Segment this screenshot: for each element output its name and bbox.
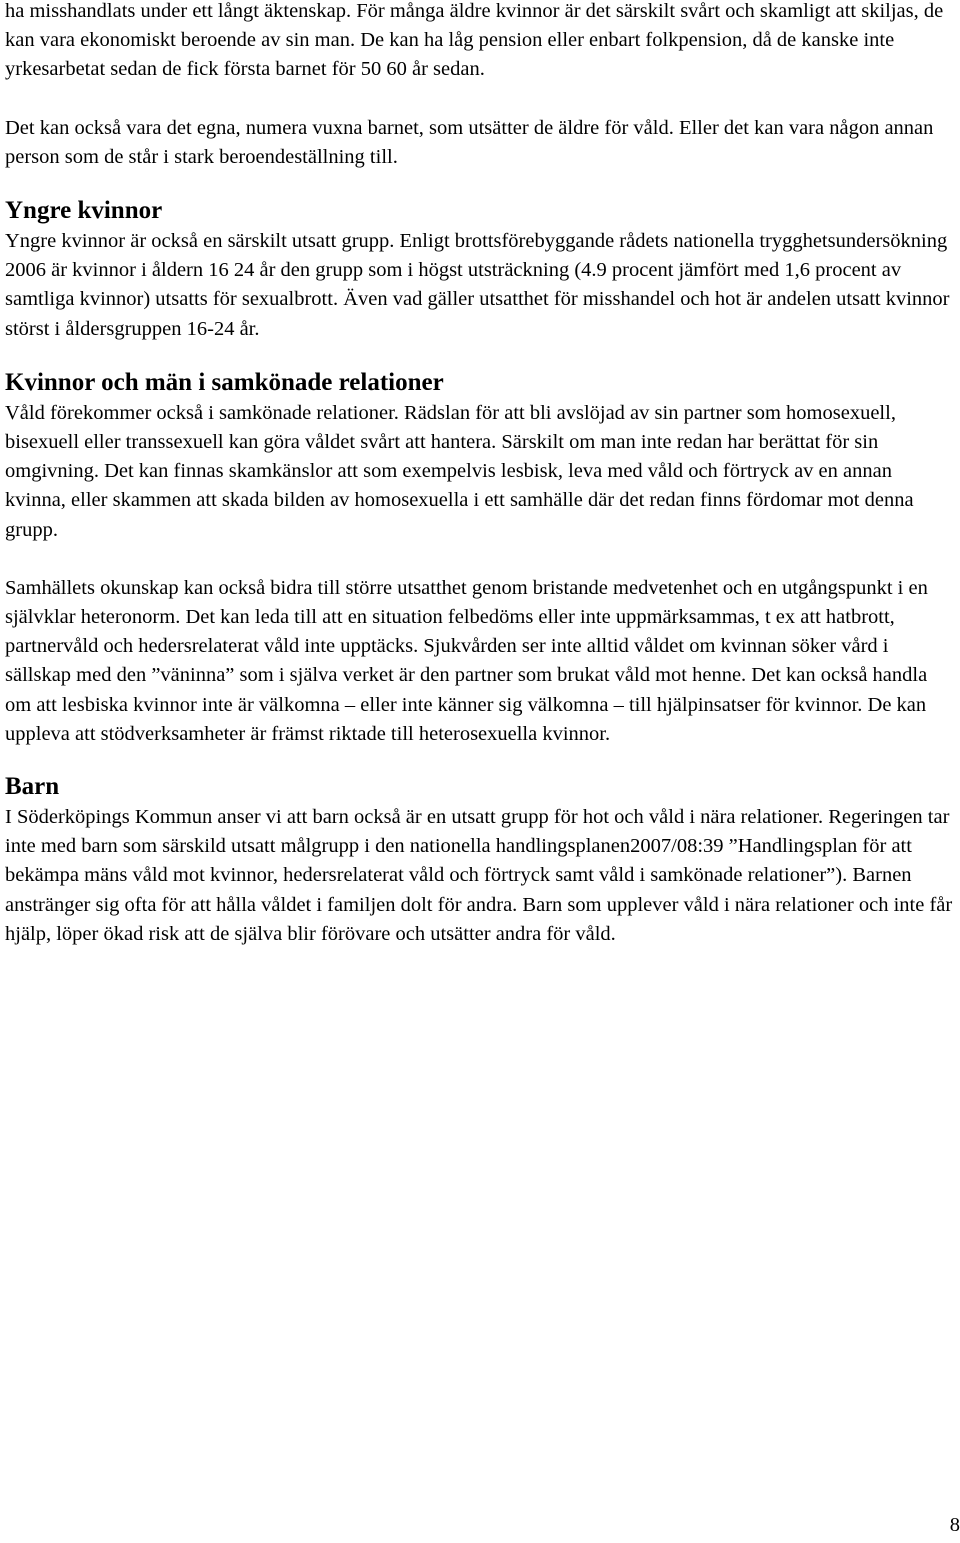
paragraph-children: I Söderköpings Kommun anser vi att barn också är en utsatt grupp för hot och våld i nära relationer. Regeringen tar inte med barn som särskild utsatt målgrupp i den nationella handlingsplanen2007/08:39 ”Handlingsplan för att bekämpa mäns våld mot kvinnor, hedersrelaterat våld och förtryck samt våld i samkönade relationer”). Barnen anstränger sig ofta för att hålla våldet i familjen dolt för andra. Barn som upplever våld i nära relationer och inte får hjälp, löper ökad risk att de själva blir förövare och utsätter andra för våld. [5,806,953,945]
paragraph-intro: ha misshandlats under ett långt äktenskap. För många äldre kvinnor är det särskilt svårt och skamligt att skiljas, de kan vara ekonomiskt beroende av sin man. De kan ha låg pension eller enbart folkpension, då de kanske inte yrkesarbetat sedan de fick första barnet för 50 60 år sedan. [5,0,944,81]
heading-younger-women: Yngre kvinnor [5,197,163,225]
paragraph-same-sex-relations: Våld förekommer också i samkönade relationer. Rädslan för att bli avslöjad av sin partner som homosexuell, bisexuell eller transsexuell kan göra våldet svårt att hantera. Särskilt om man inte redan har berättat för sin omgivning. Det kan finnas skamkänslor att som exempelvis lesbisk, leva med våld och förtryck av en annan kvinna, eller skammen att skada bilden av homosexuella i ett samhälle där det redan finns fördomar mot denna grupp. [5,401,914,541]
paragraph-younger-women: Yngre kvinnor är också en särskilt utsatt grupp. Enligt brottsförebyggande rådets nationella trygghetsundersökning 2006 är kvinnor i åldern 16 24 år den grupp som i högst utsträckning (4.9 procent jämfört med 1,6 procent av samtliga kvinnor) utsatts för sexualbrott. Även vad gäller utsatthet för misshandel och hot är andelen utsatt kvinnor störst i åldersgruppen 16-24 år. [5,230,950,340]
paragraph-society-ignorance: Samhällets okunskap kan också bidra till större utsatthet genom bristande medvetenhet och en utgångspunkt i en självklar heteronorm. Det kan leda till att en situation felbedöms eller inte uppmärksammas, t ex att hatbrott, partnervåld och hedersrelaterat våld inte upptäcks. Sjukvården ser inte alltid våldet om kvinnan söker vård i sällskap med den ”väninna” som i själva verket är den partner som brukat våld mot henne. Det kan också handla om att lesbiska kvinnor inte är välkomna – eller inte känner sig välkomna – till hjälpinsatser för kvinnor. De kan uppleva att stödverksamheter är främst riktade till heterosexuella kvinnor. [5,576,928,745]
document-page [5,0,957,949]
page-number: 8 [949,1514,960,1536]
heading-same-sex-relations: Kvinnor och män i samkönade relationer [5,368,444,396]
paragraph-adult-child: Det kan också vara det egna, numera vuxna barnet, som utsätter de äldre för våld. Eller det kan vara någon annan person som de står i stark beroendeställning till. [5,116,934,168]
heading-children: Barn [5,773,60,801]
